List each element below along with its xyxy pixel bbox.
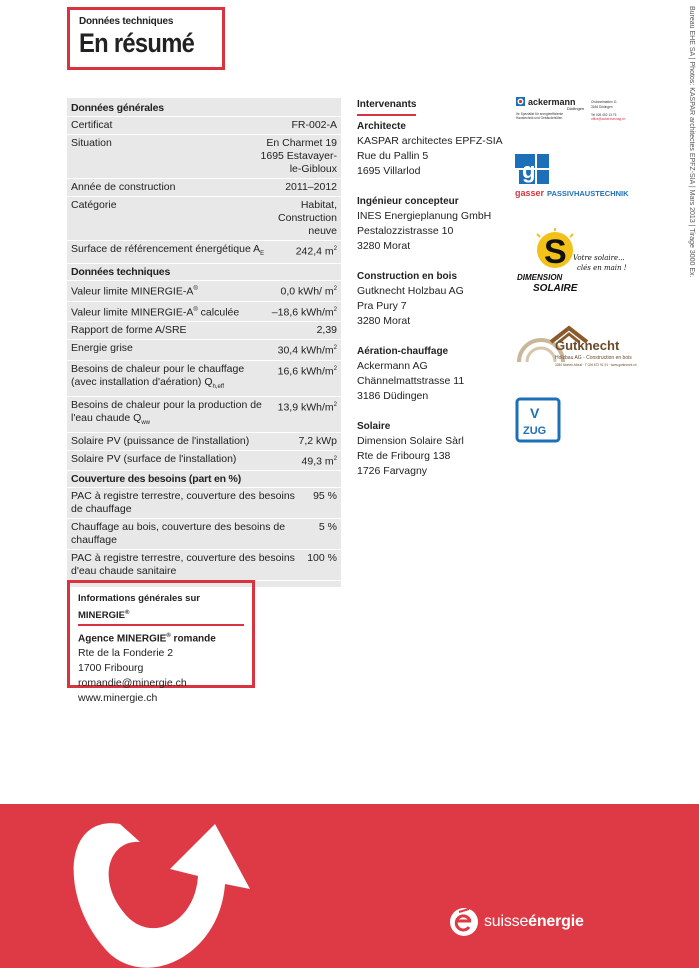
- intervenant-line: 1726 Farvagny: [357, 465, 428, 477]
- intervenant-line: INES Energieplanung GmbH: [357, 210, 492, 222]
- ackermann-logo: [515, 95, 625, 125]
- general-row-label: Année de construction: [71, 181, 176, 193]
- tech-row: [67, 433, 341, 451]
- intervenant-block: [357, 194, 507, 254]
- intervenant-line: Ackermann AG: [357, 360, 428, 372]
- intervenants-column: [357, 97, 507, 494]
- intervenant-line: Dimension Solaire Sàrl: [357, 435, 464, 447]
- suisse-energie-icon: [448, 906, 480, 938]
- tech-row-label: Solaire PV (surface de l'installation): [71, 452, 237, 465]
- ackermann-logo-sub: Düdingen: [567, 106, 585, 111]
- footer-band: [0, 804, 699, 968]
- tech-row: [67, 322, 341, 340]
- tech-row: [67, 451, 341, 472]
- header-box: [67, 7, 225, 70]
- intervenant-role: Aération-chauffage: [357, 346, 449, 357]
- general-row-value: FR-002-A: [291, 119, 337, 131]
- tech-row-value: 30,4 kWh/$m^2$: [277, 344, 337, 357]
- section-general-title: Données générales: [67, 100, 341, 117]
- vzug-logo: [516, 398, 560, 442]
- cover-row: [67, 550, 341, 581]
- dimsol-slogan1: Votre solaire...: [573, 254, 625, 262]
- dimsol-line2: SOLAIRE: [533, 283, 578, 294]
- header-kicker: Données techniques: [79, 16, 174, 27]
- ackermann-tag2: Haustechnik und Gebäudehüllen: [516, 116, 563, 120]
- cover-row-value: 5 %: [318, 521, 337, 534]
- gutknecht-line1: Holzbau AG - Construction en bois: [555, 355, 632, 361]
- dimsol-s-letter: S: [544, 233, 567, 271]
- side-credits: Bureau EHE SA | Photos: KASPAR architectes EPFZ-SIA | Mars 2013 | Tirage 3000 Ex.: [688, 6, 695, 278]
- general-row-value: Habitat, Construction neuve: [278, 199, 337, 237]
- gasser-brand: gasser: [515, 188, 545, 198]
- general-row-value: 242,4 $m^2$: [295, 245, 337, 258]
- ackermann-mail: office@ackermannag.ch: [591, 117, 626, 121]
- general-row-label: Situation: [71, 137, 112, 149]
- tech-row-value: 49,3 $m^2$: [301, 455, 337, 468]
- intervenant-line: KASPAR architectes EPFZ-SIA: [357, 135, 503, 147]
- tech-row-label: Solaire PV (puissance de l'installation): [71, 434, 250, 447]
- intervenant-line: 3280 Morat: [357, 315, 411, 327]
- tech-row: [67, 281, 341, 302]
- general-row: [67, 241, 341, 264]
- info-title: Informations générales sur MINERGIE®: [78, 591, 244, 626]
- tech-row-value: 7,2 kWp: [298, 434, 337, 447]
- general-row: [67, 117, 341, 135]
- tech-row-label: Besoins de chaleur pour le chauffage (avec installation d'aération) $Q_{h,eff}$: [71, 362, 245, 390]
- general-row: [67, 135, 341, 179]
- tech-row-value: 2,39: [316, 324, 337, 337]
- tech-row-value: –18,6 kWh/$m^2$: [271, 306, 337, 319]
- gasser-tag: PASSIVHAUSTECHNIK: [547, 189, 629, 198]
- general-row-label: Certificat: [71, 119, 113, 131]
- tech-row-label: Valeur limite MINERGIE-A® calculée: [71, 306, 240, 319]
- intervenant-line: Pra Pury 7: [357, 300, 407, 312]
- intervenant-line: 3186 Düdingen: [357, 390, 429, 402]
- general-row-label: Surface de référencement énergétique $A_E$: [71, 243, 265, 258]
- general-row-label: Catégorie: [71, 199, 117, 211]
- tech-row: [67, 361, 341, 397]
- info-email-link[interactable]: romandie@minergie.ch: [78, 677, 187, 690]
- cover-row-value: 95 %: [313, 490, 337, 503]
- intervenant-line: Gutknecht Holzbau AG: [357, 285, 464, 297]
- ackermann-tag1: Ihr Spezialist für energieeffiziente: [516, 112, 564, 116]
- tech-row: [67, 397, 341, 433]
- tech-row-label: Energie grise: [71, 342, 133, 355]
- section-cover-title: Couverture des besoins (part en %): [67, 471, 341, 488]
- tech-row: [67, 340, 341, 361]
- gutknecht-name: Gutknecht: [555, 338, 620, 353]
- intervenant-block: [357, 269, 507, 329]
- cover-row-label: PAC à registre terrestre, couverture des besoins de chauffage: [71, 490, 295, 516]
- vzug-zug: ZUG: [523, 425, 547, 437]
- gasser-logo: [515, 152, 629, 202]
- cover-row: [67, 519, 341, 550]
- tech-row-value: 13,9 kWh/$m^2$: [277, 401, 337, 414]
- tech-row-label: Rapport de forme A/SRE: [71, 324, 187, 337]
- cover-row-value: 100 %: [307, 552, 337, 565]
- cover-row-label: PAC à registre terrestre, couverture des besoins d'eau chaude sanitaire: [71, 552, 295, 578]
- intervenant-block: [357, 419, 507, 479]
- ackermann-addr2: 3186 Düdingen: [591, 105, 613, 109]
- minergie-info-box: [67, 580, 255, 705]
- suisse-energie-wordmark: suisseénergie: [484, 913, 584, 930]
- info-agency: Agence MINERGIE® romande: [78, 633, 216, 645]
- technical-data-table: [67, 98, 341, 587]
- tech-row-label: Besoins de chaleur pour la production de l'eau chaude $Q_{ww}$: [71, 398, 262, 426]
- info-city-line: 1700 Fribourg: [78, 662, 144, 675]
- intervenant-line: Rue du Pallin 5: [357, 150, 429, 162]
- suisse-energie-logo: [448, 906, 584, 938]
- general-row-value: 2011–2012: [285, 181, 337, 193]
- general-row: [67, 197, 341, 241]
- gasser-g-letter: g: [522, 158, 536, 183]
- section-tech-title: Données techniques: [67, 264, 341, 281]
- intervenant-line: Pestalozzistrasse 10: [357, 225, 454, 237]
- dimsol-line1: DIMENSION: [517, 273, 563, 282]
- tech-row-value: 0,0 kWh/ $m^2$: [280, 285, 337, 298]
- intervenant-line: 1695 Villarlod: [357, 165, 421, 177]
- ackermann-tel: Tel 026 492 13 75: [591, 113, 617, 117]
- intervenant-role: Ingénieur concepteur: [357, 196, 459, 207]
- intervenant-role: Solaire: [357, 421, 391, 432]
- intervenant-line: Chännelmattstrasse 11: [357, 375, 465, 387]
- info-address-line: Rte de la Fonderie 2: [78, 647, 174, 660]
- intervenant-line: Rte de Fribourg 138: [357, 450, 451, 462]
- general-row-value: En Charmet 19 1695 Estavayer- le-Gibloux: [260, 137, 337, 175]
- tech-row-value: 16,6 kWh/$m^2$: [277, 365, 337, 378]
- intervenant-block: [357, 344, 507, 404]
- tech-row-label: Valeur limite MINERGIE-A®: [71, 285, 198, 298]
- intervenant-role: Construction en bois: [357, 271, 457, 282]
- general-row: [67, 179, 341, 197]
- intervenants-title: Intervenants: [357, 97, 416, 116]
- gutknecht-line2: 3280 Murten-Morat · T 026 672 91 91 · www.gutknecht.ch: [555, 363, 637, 367]
- page-title: En résumé: [79, 28, 195, 58]
- ackermann-addr1: Chännelmatten 11: [591, 100, 617, 104]
- dimension-solaire-logo: [515, 228, 627, 298]
- gutknecht-logo: [515, 322, 635, 372]
- vzug-v: V: [530, 405, 540, 421]
- cover-row-label: Chauffage au bois, couverture des besoins de chauffage: [71, 521, 286, 547]
- ackermann-logo-name: ackermann: [528, 97, 576, 107]
- dimsol-slogan2: clés en main !: [577, 264, 627, 272]
- info-website-link[interactable]: www.minergie.ch: [78, 692, 158, 705]
- intervenant-role: Architecte: [357, 121, 406, 132]
- tech-row: [67, 302, 341, 323]
- swirl-arrow-icon: [0, 804, 260, 968]
- intervenant-line: 3280 Morat: [357, 240, 411, 252]
- cover-row: [67, 488, 341, 519]
- intervenant-block: [357, 119, 507, 179]
